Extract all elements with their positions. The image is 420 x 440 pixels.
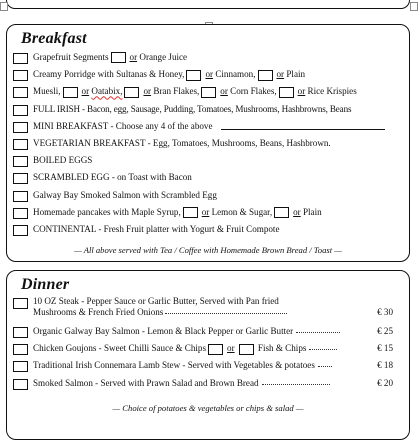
list-item bbox=[13, 50, 405, 67]
checkbox[interactable] bbox=[13, 139, 28, 150]
checkbox[interactable] bbox=[183, 207, 198, 218]
list-item bbox=[13, 102, 405, 119]
checkbox[interactable] bbox=[201, 87, 216, 98]
list-item bbox=[13, 324, 405, 341]
checkbox[interactable] bbox=[13, 344, 28, 355]
price: € 25 bbox=[377, 326, 393, 336]
list-item bbox=[13, 153, 405, 170]
or-label: or bbox=[129, 52, 138, 62]
checkbox[interactable] bbox=[63, 87, 78, 98]
checkbox[interactable] bbox=[13, 361, 28, 372]
price: € 30 bbox=[377, 307, 393, 317]
item-label: SCRAMBLED EGG - on Toast with Bacon bbox=[33, 172, 192, 183]
selection-handle[interactable] bbox=[410, 2, 418, 11]
item-label: Organic Galway Bay Salmon - Lemon & Black Pepper or Garlic Butter bbox=[33, 326, 294, 336]
checkbox[interactable] bbox=[13, 225, 28, 236]
checkbox[interactable] bbox=[186, 70, 201, 81]
leader-dots bbox=[296, 332, 340, 333]
item-label: Homemade pancakes with Maple Syrup, bbox=[33, 206, 181, 217]
previous-menu-card bbox=[6, 0, 410, 9]
item-label: FULL IRISH - Bacon, egg, Sausage, Pudding, Tomatoes, Mushrooms, Hashbrowns, Beans bbox=[33, 103, 352, 114]
or-label: or bbox=[276, 69, 285, 80]
checkbox[interactable] bbox=[258, 70, 273, 81]
item-label: Mushrooms & French Fried Onions bbox=[33, 307, 164, 317]
dinner-footer: — Choice of potatoes & vegetables or chips & salad — bbox=[112, 403, 304, 413]
item-label: Cinnamon, bbox=[215, 69, 256, 80]
checkbox[interactable] bbox=[239, 344, 254, 355]
list-item bbox=[13, 119, 405, 136]
list-item bbox=[13, 136, 405, 153]
or-label: or bbox=[201, 206, 210, 217]
list-item bbox=[13, 170, 405, 187]
write-in-line[interactable] bbox=[221, 129, 385, 130]
checkbox[interactable] bbox=[13, 298, 28, 309]
breakfast-list bbox=[13, 50, 405, 239]
breakfast-footer: — All above served with Tea / Coffee with Homemade Brown Bread / Toast — bbox=[74, 245, 342, 255]
checkbox[interactable] bbox=[13, 122, 28, 133]
checkbox[interactable] bbox=[274, 207, 289, 218]
checkbox[interactable] bbox=[279, 87, 294, 98]
checkbox[interactable] bbox=[13, 327, 28, 338]
or-label: or bbox=[81, 86, 90, 97]
selection-handle[interactable] bbox=[0, 2, 8, 11]
checkbox[interactable] bbox=[13, 208, 28, 219]
item-label: Galway Bay Smoked Salmon with Scrambled Egg bbox=[33, 189, 217, 200]
item-label: Traditional Irish Connemara Lamb Stew - Served with Vegetables & potatoes bbox=[33, 360, 315, 371]
item-label: Rice Krispies bbox=[307, 86, 357, 97]
item-label: Corn Flakes, bbox=[230, 86, 277, 97]
item-label: Creamy Porridge with Sultanas & Honey, bbox=[33, 69, 185, 80]
leader-dots bbox=[165, 313, 287, 314]
checkbox[interactable] bbox=[13, 379, 28, 390]
breakfast-card bbox=[6, 24, 410, 262]
checkbox[interactable] bbox=[13, 173, 28, 184]
or-label: or bbox=[297, 86, 306, 97]
dinner-card bbox=[6, 270, 410, 440]
price: € 20 bbox=[377, 377, 393, 388]
list-item bbox=[13, 376, 405, 393]
item-label: CONTINENTAL - Fresh Fruit platter with Yogurt & Fruit Compote bbox=[33, 223, 280, 234]
item-label: Muesli, bbox=[33, 86, 61, 97]
item-label: 10 OZ Steak - Pepper Sauce or Garlic Butter, Served with Pan fried bbox=[33, 296, 279, 306]
leader-dots bbox=[262, 384, 330, 385]
item-label: Grapefruit Segments bbox=[33, 52, 109, 62]
item-label: Fish & Chips bbox=[257, 343, 307, 354]
item-label: Orange Juice bbox=[139, 52, 188, 62]
item-label: Smoked Salmon - Served with Prawn Salad and Brown Bread bbox=[33, 377, 259, 388]
or-label: or bbox=[293, 206, 301, 217]
item-label: Chicken Goujons - Sweet Chilli Sauce & Chips bbox=[33, 343, 207, 354]
or-label: or bbox=[227, 343, 235, 354]
list-item bbox=[13, 358, 405, 375]
price: € 18 bbox=[377, 360, 393, 371]
list-item bbox=[13, 188, 405, 205]
or-label: or bbox=[205, 69, 214, 80]
checkbox[interactable] bbox=[208, 344, 223, 355]
list-item bbox=[13, 67, 405, 84]
checkbox[interactable] bbox=[111, 52, 126, 63]
item-label: Bran Flakes, bbox=[153, 86, 200, 97]
item-label: Plain bbox=[286, 69, 306, 80]
or-label: or bbox=[143, 86, 152, 97]
list-item bbox=[13, 84, 405, 101]
dinner-list bbox=[13, 295, 405, 393]
dinner-title: Dinner bbox=[21, 276, 70, 293]
item-label: Plain bbox=[302, 206, 322, 217]
breakfast-title: Breakfast bbox=[21, 30, 87, 47]
list-item bbox=[13, 205, 405, 222]
or-label: or bbox=[220, 86, 228, 97]
item-label: VEGETARIAN BREAKFAST - Egg, Tomatoes, Mushrooms, Beans, Hashbrown. bbox=[33, 137, 331, 148]
checkbox[interactable] bbox=[13, 87, 28, 98]
leader-dots bbox=[318, 366, 332, 367]
checkbox[interactable] bbox=[13, 105, 28, 116]
checkbox[interactable] bbox=[13, 156, 28, 167]
item-label: MINI BREAKFAST - Choose any 4 of the above bbox=[33, 120, 213, 131]
checkbox[interactable] bbox=[13, 70, 28, 81]
leader-dots bbox=[309, 349, 337, 350]
checkbox[interactable] bbox=[13, 191, 28, 202]
list-item bbox=[13, 222, 405, 239]
checkbox[interactable] bbox=[124, 87, 139, 98]
item-label: BOILED EGGS bbox=[33, 155, 93, 166]
checkbox[interactable] bbox=[13, 53, 28, 64]
price: € 15 bbox=[377, 343, 393, 354]
item-label: Lemon & Sugar, bbox=[211, 206, 273, 217]
item-label: Oatabix, bbox=[91, 86, 123, 97]
list-item bbox=[13, 295, 405, 324]
list-item bbox=[13, 341, 405, 358]
